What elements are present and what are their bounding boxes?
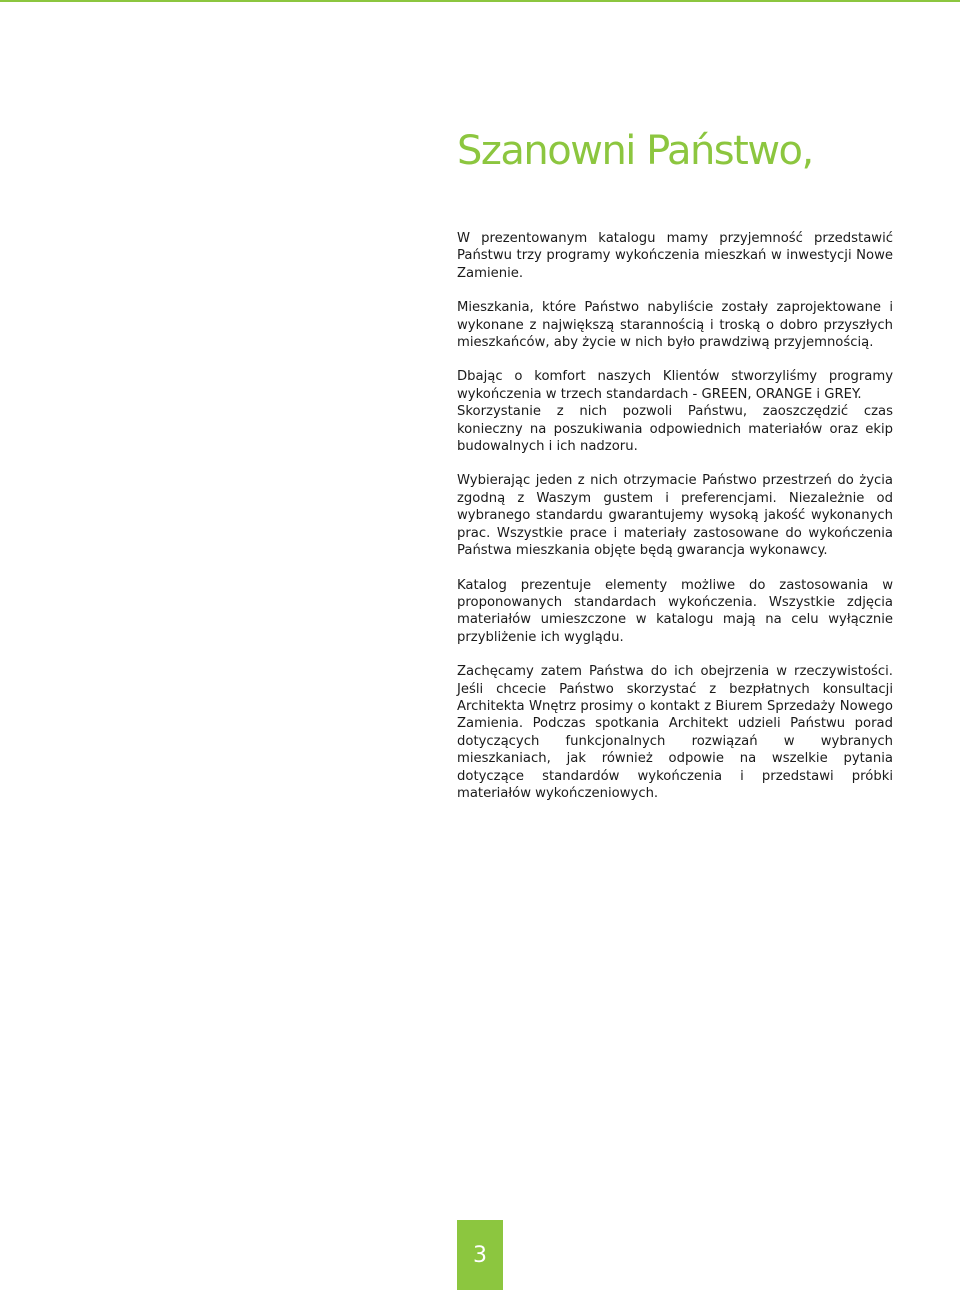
paragraph-standards: Dbając o komfort naszych Klientów stworzyliśmy programy wykończenia w trzech standardach - GREEN, ORANGE i GREY. — [457, 369, 893, 402]
top-accent-rule — [0, 0, 960, 2]
page-number: 3 — [473, 1242, 487, 1268]
paragraph-choice: Wybierając jeden z nich otrzymacie Państwo przestrzeń do życia zgodną z Waszym gustem i preferencjami. Niezależnie od wybranego standardu gwarantujemy wysoką jakość wykonanych prac. Wszystkie prace i materiały zastosowane do wykończenia Państwa mieszkania objęte będą gwarancja wykonawcy. — [457, 473, 893, 559]
paragraph-catalog: Katalog prezentuje elementy możliwe do zastosowania w proponowanych standardach wykończenia. Wszystkie zdjęcia materiałów umieszczone w katalogu mają na celu wyłącznie przybliżenie ich wyglądu. — [457, 577, 893, 645]
paragraph-apartments: Mieszkania, które Państwo nabyliście zostały zaprojektowane i wykonane z największą starannością i troską o dobro przyszłych mieszkańców, aby życie w nich było prawdziwą przyjemnością. — [457, 300, 893, 351]
paragraph-intro: W prezentowanym katalogu mamy przyjemność przedstawić Państwu trzy programy wykończenia mieszkań w inwestycji Nowe Zamienie. — [457, 231, 893, 281]
letter-body — [457, 230, 893, 819]
page-number-badge — [457, 1220, 503, 1290]
paragraph-consultation: Zachęcamy zatem Państwa do ich obejrzenia w rzeczywistości. Jeśli chcecie Państwo skorzystać z bezpłatnych konsultacji Architekta Wnętrz prosimy o kontakt z Biurem Sprzedaży Nowego Zamienia. Podczas spotkania Architekt udzieli Państwu porad dotyczących funkcjonalnych rozwiązań w wybranych mieszkaniach, jak również odpowie na wszelkie pytania dotyczące standardów wykończenia i przedstawi próbki materiałów wykończeniowych. — [457, 664, 893, 801]
paragraph-benefits: Skorzystanie z nich pozwoli Państwu, zaoszczędzić czas konieczny na poszukiwania odpowiednich materiałów oraz ekip budowalnych i ich nadzoru. — [457, 404, 893, 455]
page-title: Szanowni Państwo, — [457, 128, 813, 174]
